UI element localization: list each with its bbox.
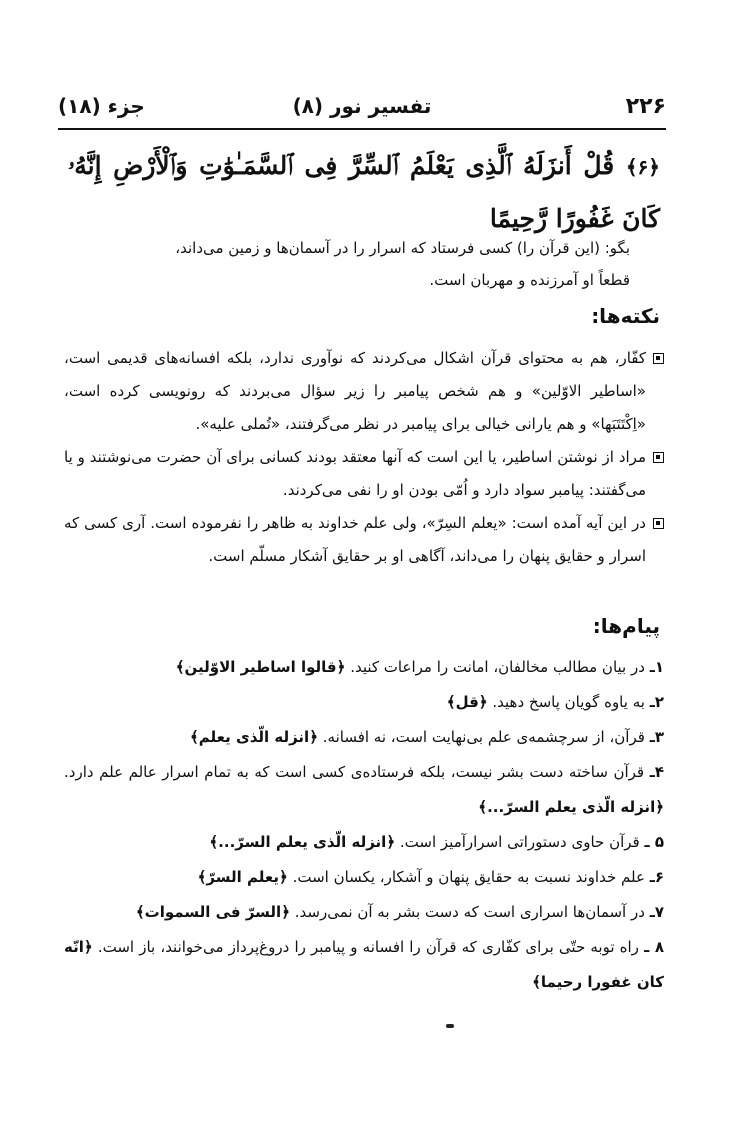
note-item — [64, 342, 664, 441]
message-item — [64, 650, 664, 685]
verse-reference: ﴿قل﴾ — [446, 693, 488, 711]
note-text: مراد از نوشتن اساطیر، یا این است که آنها معتقد بودند کسانی برای آن حضرت می‌نوشتند و یا می‌گفتند: پیامبر سواد دارد و اُمّی بودن او را نفی می‌کردند. — [64, 448, 646, 499]
square-bullet-icon — [653, 452, 664, 463]
square-bullet-icon — [653, 353, 664, 364]
message-number: ۵ ـ — [644, 833, 664, 851]
message-item — [64, 720, 664, 755]
message-text: قرآن حاوی دستوراتی اسرارآمیز است. — [399, 833, 640, 851]
message-number: ۳ـ — [649, 728, 664, 746]
messages-heading: پیام‌ها: — [592, 614, 660, 638]
verse-reference: ﴿یعلم السرّ﴾ — [197, 868, 288, 886]
message-item — [64, 860, 664, 895]
verse-reference: ﴿قالوا اساطیر الاوّلین﴾ — [175, 658, 346, 676]
message-number: ۴ـ — [649, 763, 664, 781]
message-number: ۷ـ — [649, 903, 664, 921]
juz-label: جزء (۱۸) — [58, 94, 145, 118]
message-item — [64, 755, 664, 825]
verse-text: قُلْ أَنزَلَهُ ٱلَّذِى يَعْلَمُ ٱلسِّرَّ فِى ٱلسَّمَـٰوَٰتِ وَٱلْأَرْضِ إِنَّهُۥ كَانَ غَفُورًا رَّحِيمًا — [68, 151, 660, 233]
quran-verse — [68, 140, 660, 245]
message-item — [64, 685, 664, 720]
message-number: ۱ـ — [649, 658, 664, 676]
note-item — [64, 507, 664, 573]
page-header — [58, 92, 666, 130]
message-text: قرآن، از سرچشمه‌ی علم بی‌نهایت است، نه افسانه. — [322, 728, 645, 746]
message-item — [64, 895, 664, 930]
page-number: ۲۲۶ — [625, 94, 666, 119]
verse-reference: ﴿انّه کان غفورا رحیما﴾ — [64, 938, 664, 991]
print-mark — [446, 1024, 454, 1028]
message-number: ۲ـ — [649, 693, 664, 711]
message-text: در آسمان‌ها اسراری است که دست بشر به آن نمی‌رسد. — [294, 903, 645, 921]
messages-list — [64, 650, 664, 1000]
message-text: به یاوه گویان پاسخ دهید. — [492, 693, 645, 711]
note-text: در این آیه آمده است: «یعلم السِرّ»، ولی علم خداوند به ظاهر را نفرموده است. آری کسی که اسرار و حقایق پنهان را می‌داند، آگاهی او بر حقایق آشکار مسلّم است. — [64, 514, 646, 565]
translation-line: قطعاً او آمرزنده و مهربان است. — [429, 271, 630, 289]
verse-reference: ﴿انزله الّذی یعلم السرّ...﴾ — [209, 833, 396, 851]
message-item — [64, 825, 664, 860]
note-item — [64, 441, 664, 507]
message-text: قرآن ساخته دست بشر نیست، بلکه فرستاده‌ی کسی است که به تمام اسرار عالم علم دارد. — [64, 763, 645, 781]
verse-translation — [108, 232, 630, 296]
notes-heading: نکته‌ها: — [591, 304, 660, 328]
translation-line: بگو: (این قرآن را) کسی فرستاد که اسرار را در آسمان‌ها و زمین می‌داند، — [175, 239, 630, 257]
message-text: در بیان مطالب مخالفان، امانت را مراعات کنید. — [350, 658, 645, 676]
message-text: راه توبه حتّی برای کفّاری که قرآن را افسانه و پیامبر را دروغ‌پرداز می‌خوانند، باز است. — [97, 938, 639, 956]
book-title: تفسیر نور (۸) — [292, 94, 432, 118]
message-number: ۸ ـ — [644, 938, 664, 956]
message-text: علم خداوند نسبت به حقایق پنهان و آشکار، یکسان است. — [292, 868, 645, 886]
square-bullet-icon — [653, 518, 664, 529]
verse-number: ﴿۶﴾ — [625, 155, 660, 179]
verse-reference: ﴿انزله الّذی یعلم﴾ — [189, 728, 318, 746]
notes-list — [64, 342, 664, 573]
note-text: کفّار، هم به محتوای قرآن اشکال می‌کردند که نوآوری ندارد، بلکه افسانه‌های قدیمی است، «اساطیر الاوّلین» و هم شخص پیامبر را زیر سؤال می‌بردند که رونویسی کرده است، «اِکْتَتَبَها» و هم یارانی خیالی برای پیامبر در نظر می‌گرفتند، «تُملی علیه». — [64, 349, 646, 433]
message-number: ۶ـ — [649, 868, 664, 886]
verse-reference: ﴿انزله الّذی یعلم السرّ...﴾ — [478, 798, 664, 816]
verse-reference: ﴿السرّ فی السموات﴾ — [135, 903, 290, 921]
message-item — [64, 930, 664, 1000]
